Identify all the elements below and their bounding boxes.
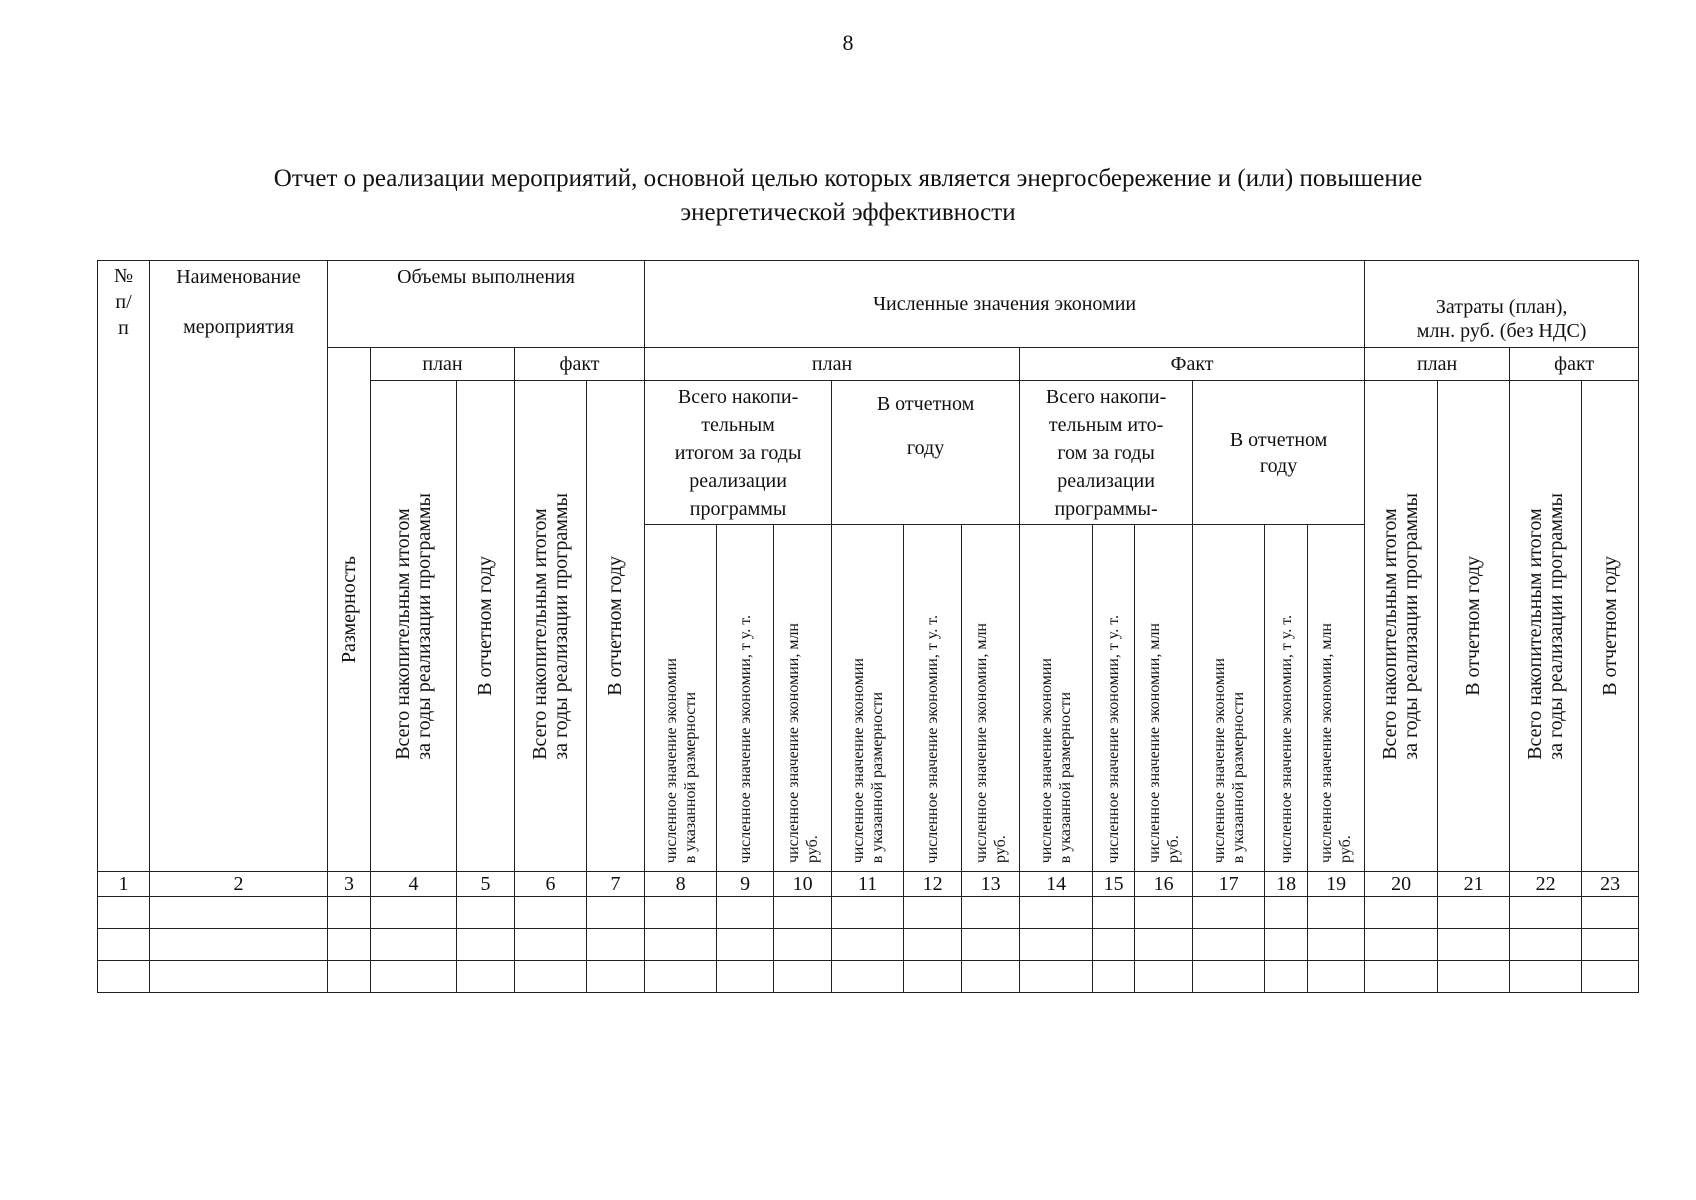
column-number-23: 23	[1582, 872, 1639, 897]
table-cell[interactable]	[1308, 929, 1365, 961]
table-cell[interactable]	[1193, 961, 1265, 993]
table-cell[interactable]	[962, 961, 1020, 993]
column-number-14: 14	[1020, 872, 1093, 897]
table-cell[interactable]	[371, 961, 457, 993]
table-cell[interactable]	[1438, 961, 1510, 993]
table-cell[interactable]	[98, 897, 150, 929]
header-col-11: численное значение экономии в указанной размерности	[832, 525, 904, 872]
column-number-17: 17	[1193, 872, 1265, 897]
page-number: 8	[842, 30, 854, 55]
column-number-13: 13	[962, 872, 1020, 897]
table-cell[interactable]	[150, 897, 328, 929]
table-cell[interactable]	[774, 961, 832, 993]
column-number-6: 6	[515, 872, 587, 897]
table-cell[interactable]	[515, 929, 587, 961]
header-col-9: численное значение экономии, т у. т.	[717, 525, 774, 872]
header-col-18: численное значение экономии, т у. т.	[1265, 525, 1308, 872]
table-cell[interactable]	[1265, 961, 1308, 993]
header-col-12: численное значение экономии, т у. т.	[904, 525, 962, 872]
table-cell[interactable]	[328, 929, 371, 961]
table-cell[interactable]	[1135, 961, 1193, 993]
column-number-15: 15	[1093, 872, 1135, 897]
table-cell[interactable]	[962, 929, 1020, 961]
table-cell[interactable]	[1510, 961, 1582, 993]
table-cell[interactable]	[1265, 897, 1308, 929]
table-cell[interactable]	[774, 897, 832, 929]
table-cell[interactable]	[371, 929, 457, 961]
table-cell[interactable]	[587, 961, 645, 993]
table-cell[interactable]	[1365, 897, 1438, 929]
table-cell[interactable]	[1093, 929, 1135, 961]
table-cell[interactable]	[1365, 961, 1438, 993]
table-cell[interactable]	[1582, 897, 1639, 929]
table-cell[interactable]	[717, 961, 774, 993]
header-col-16: численное значение экономии, млн руб.	[1135, 525, 1193, 872]
header-volumes-fact: факт	[515, 348, 645, 381]
header-col-name-top: Наименование	[176, 266, 301, 288]
column-numbers-row	[98, 872, 1639, 897]
table-cell[interactable]	[1438, 897, 1510, 929]
report-title-line-1: Отчет о реализации мероприятий, основной целью которых является энергосбережение и (или) повышение	[273, 165, 1423, 192]
header-vol-fact-year: В отчетном году	[587, 381, 645, 872]
table-cell[interactable]	[328, 897, 371, 929]
table-cell[interactable]	[515, 961, 587, 993]
table-cell[interactable]	[98, 929, 150, 961]
table-cell[interactable]	[1193, 897, 1265, 929]
table-cell[interactable]	[1582, 961, 1639, 993]
table-cell[interactable]	[1438, 929, 1510, 961]
table-cell[interactable]	[1193, 929, 1265, 961]
header-economy-plan: план	[645, 348, 1020, 381]
table-cell[interactable]	[717, 897, 774, 929]
header-col-name-bottom: мероприятия	[183, 316, 294, 338]
table-cell[interactable]	[1365, 929, 1438, 961]
header-cost-plan-total: Всего накопительным итогом за годы реализации программы	[1365, 381, 1438, 872]
column-number-12: 12	[904, 872, 962, 897]
header-costs: Затраты (план), млн. руб. (без НДС)	[1365, 261, 1639, 348]
column-number-5: 5	[457, 872, 515, 897]
table-cell[interactable]	[328, 961, 371, 993]
table-cell[interactable]	[457, 929, 515, 961]
header-volumes-plan: план	[371, 348, 515, 381]
header-cost-fact-total: Всего накопительным итогом за годы реализации программы	[1510, 381, 1582, 872]
report-table	[97, 260, 1639, 993]
table-cell[interactable]	[371, 897, 457, 929]
table-cell[interactable]	[1582, 929, 1639, 961]
column-number-9: 9	[717, 872, 774, 897]
header-eco-fact-year: В отчетном году	[1193, 381, 1365, 525]
table-cell[interactable]	[904, 929, 962, 961]
table-cell[interactable]	[98, 961, 150, 993]
header-costs-fact: факт	[1510, 348, 1639, 381]
table-cell[interactable]	[150, 929, 328, 961]
table-cell[interactable]	[645, 929, 717, 961]
table-cell[interactable]	[1135, 897, 1193, 929]
table-cell[interactable]	[717, 929, 774, 961]
table-cell[interactable]	[1265, 929, 1308, 961]
report-title-line-2: энергетической эффективности	[680, 199, 1016, 226]
column-number-19: 19	[1308, 872, 1365, 897]
header-eco-fact-total: Всего накопи- тельным ито- гом за годы реализации программы-	[1020, 381, 1193, 525]
table-cell[interactable]	[457, 961, 515, 993]
table-cell[interactable]	[1020, 929, 1093, 961]
column-number-1: 1	[98, 872, 150, 897]
table-cell[interactable]	[904, 897, 962, 929]
table-cell[interactable]	[587, 897, 645, 929]
table-cell[interactable]	[1308, 897, 1365, 929]
column-number-18: 18	[1265, 872, 1308, 897]
table-cell[interactable]	[150, 961, 328, 993]
table-cell[interactable]	[904, 961, 962, 993]
header-vol-plan-year: В отчетном году	[457, 381, 515, 872]
header-vol-fact-total: Всего накопительным итогом за годы реализации программы	[515, 381, 587, 872]
table-cell[interactable]	[515, 897, 587, 929]
table-row	[98, 961, 1639, 993]
table-cell[interactable]	[1093, 961, 1135, 993]
table-cell[interactable]	[832, 929, 904, 961]
table-cell[interactable]	[832, 961, 904, 993]
table-row	[98, 897, 1639, 929]
header-col-14: численное значение экономии в указанной размерности	[1020, 525, 1093, 872]
header-col-number: № п/ п	[98, 261, 150, 872]
header-vol-plan-total: Всего накопительным итогом за годы реализации программы	[371, 381, 457, 872]
column-number-2: 2	[150, 872, 328, 897]
table-cell[interactable]	[832, 897, 904, 929]
header-eco-plan-year: В отчетном году	[832, 381, 1020, 525]
table-cell[interactable]	[1135, 929, 1193, 961]
header-col-17: численное значение экономии в указанной размерности	[1193, 525, 1265, 872]
column-number-3: 3	[328, 872, 371, 897]
header-col-19: численное значение экономии, млн руб.	[1308, 525, 1365, 872]
table-cell[interactable]	[962, 897, 1020, 929]
column-number-8: 8	[645, 872, 717, 897]
column-number-4: 4	[371, 872, 457, 897]
table-cell[interactable]	[774, 929, 832, 961]
table-cell[interactable]	[1308, 961, 1365, 993]
column-number-7: 7	[587, 872, 645, 897]
header-col-13: численное значение экономии, млн руб.	[962, 525, 1020, 872]
header-eco-plan-total: Всего накопи- тельным итогом за годы реализации программы	[645, 381, 832, 525]
report-title	[100, 162, 1596, 230]
header-col-10: численное значение экономии, млн руб.	[774, 525, 832, 872]
table-cell[interactable]	[587, 929, 645, 961]
header-col-name	[150, 261, 328, 872]
table-cell[interactable]	[645, 897, 717, 929]
table-cell[interactable]	[1093, 897, 1135, 929]
table-cell[interactable]	[1020, 897, 1093, 929]
header-col-8: численное значение экономии в указанной размерности	[645, 525, 717, 872]
header-costs-plan: план	[1365, 348, 1510, 381]
header-col-15: численное значение экономии, т у. т.	[1093, 525, 1135, 872]
table-cell[interactable]	[1020, 961, 1093, 993]
header-volumes: Объемы выполнения	[328, 261, 645, 348]
column-number-11: 11	[832, 872, 904, 897]
table-cell[interactable]	[645, 961, 717, 993]
column-number-21: 21	[1438, 872, 1510, 897]
column-number-10: 10	[774, 872, 832, 897]
header-razmernost: Размерность	[328, 348, 371, 872]
table-cell[interactable]	[457, 897, 515, 929]
table-cell[interactable]	[1510, 929, 1582, 961]
column-number-22: 22	[1510, 872, 1582, 897]
header-economy: Численные значения экономии	[645, 261, 1365, 348]
header-cost-plan-year: В отчетном году	[1438, 381, 1510, 872]
column-number-16: 16	[1135, 872, 1193, 897]
column-number-20: 20	[1365, 872, 1438, 897]
table-cell[interactable]	[1510, 897, 1582, 929]
header-economy-fact: Факт	[1020, 348, 1365, 381]
table-row	[98, 929, 1639, 961]
header-cost-fact-year: В отчетном году	[1582, 381, 1639, 872]
